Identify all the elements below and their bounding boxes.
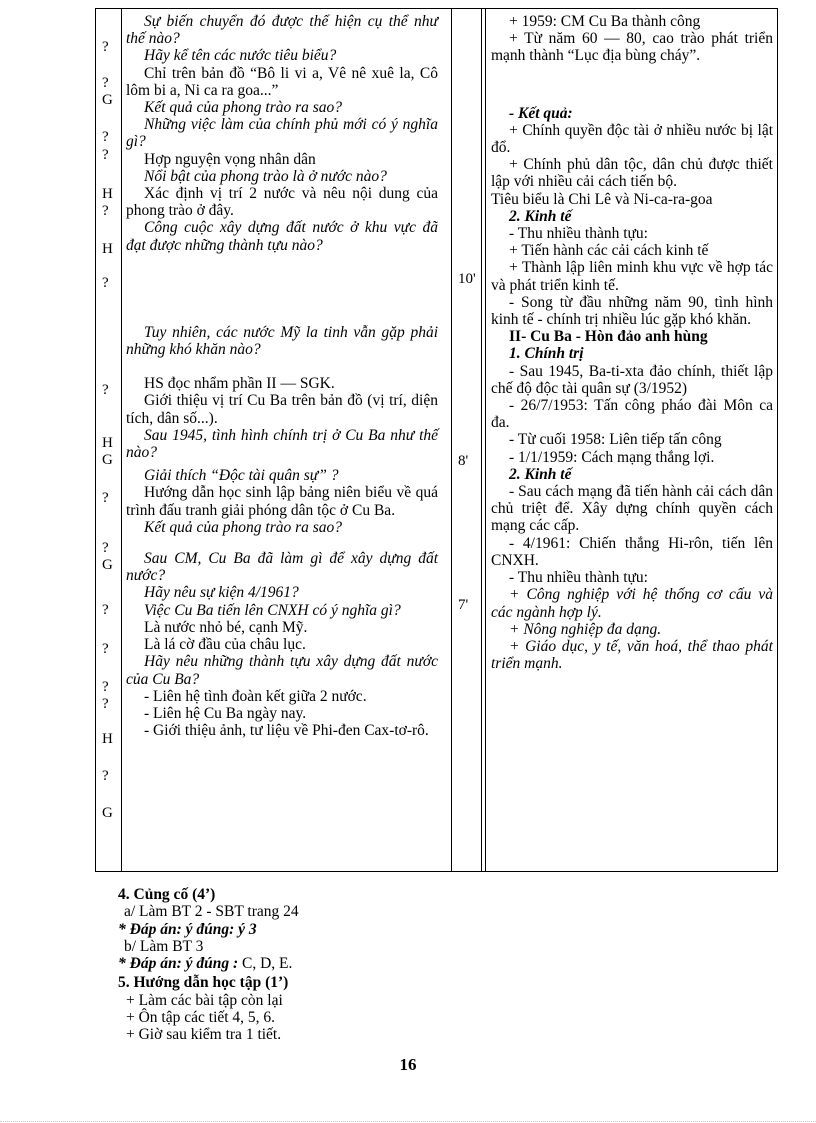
role-mark: H [102, 241, 113, 257]
instruction: Giới thiệu vị trí Cu Ba trên bản đồ (vị trí, diện tích, dân số...). [126, 392, 438, 427]
page-number: 16 [399, 1055, 417, 1074]
content-line: - Sau 1945, Ba-ti-xta đảo chính, thiết lập chế độ độc tài quân sự (3/1952) [491, 362, 773, 397]
question: Nổi bật của phong trào là ở nước nào? [144, 167, 387, 185]
guide-line: + Làm các bài tập còn lại [126, 991, 283, 1009]
content-heading: - Kết quả: [509, 104, 573, 122]
instruction: - Liên hệ Cu Ba ngày nay. [144, 704, 307, 722]
role-mark: ? [102, 39, 109, 55]
section-heading: II- Cu Ba - Hòn đảo anh hùng [509, 328, 708, 346]
content-line: + Giáo dục, y tế, văn hoá, thể thao phát triển mạnh. [491, 637, 773, 673]
content-line: + 1959: CM Cu Ba thành công [509, 13, 701, 30]
content-heading: 2. Kinh tế [509, 207, 572, 225]
content-line: - Từ cuối 1958: Liên tiếp tấn công [509, 431, 722, 449]
question: Việc Cu Ba tiến lên CNXH có ý nghĩa gì? [144, 601, 401, 619]
role-mark: H [102, 731, 113, 747]
lesson-content-column [485, 9, 777, 871]
question: Kết quả của phong trào ra sao? [144, 99, 343, 117]
time-value: 10' [458, 271, 476, 287]
role-mark: G [102, 452, 113, 468]
question: Sự biến chuyển đó được thể hiện cụ thể như thế nào? [126, 13, 438, 48]
answer: Hợp nguyện vọng nhân dân [144, 150, 316, 168]
answer: Là lá cờ đầu của châu lục. [144, 636, 306, 654]
content-line: + Chính quyền độc tài ở nhiều nước bị lật đổ. [491, 121, 773, 157]
answer-line [118, 955, 518, 972]
column-divider [481, 9, 482, 871]
content-heading: 2. Kinh tế [509, 465, 572, 483]
content-line: + Chính phủ dân tộc, dân chủ được thiết lập với nhiều cải cách tiến bộ. [491, 156, 773, 191]
content-line: + Thành lập liên minh khu vực về hợp tác và phát triển kinh tế. [491, 259, 773, 294]
role-mark: H [102, 435, 113, 451]
teacher-activity-column [121, 9, 443, 871]
role-mark: ? [102, 490, 109, 506]
instruction: - Liên hệ tình đoàn kết giữa 2 nước. [144, 687, 367, 705]
role-mark: H [102, 186, 113, 202]
instruction: Hướng dẫn học sinh lập bảng niên biểu về quá trình đấu tranh giải phóng dân tộc ở Cu Ba. [126, 484, 438, 519]
instruction: Xác định vị trí 2 nước và nêu nội dung của phong trào ở đây. [126, 185, 438, 220]
question: Tuy nhiên, các nước Mỹ la tinh vẫn gặp phải những khó khăn nào? [126, 323, 438, 359]
content-line: + Công nghiệp với hệ thống cơ cấu và các ngành hợp lý. [491, 586, 773, 621]
instruction: Chỉ trên bản đồ “Bô li vi a, Vê nê xuê la, Cô lôm bi a, Ni ca ra goa...” [126, 64, 438, 99]
question: Sau 1945, tình hình chính trị ở Cu Ba như thế nào? [126, 426, 438, 462]
guide-line: + Ôn tập các tiết 4, 5, 6. [126, 1009, 276, 1027]
role-mark: ? [102, 696, 109, 712]
content-heading: 1. Chính trị [509, 345, 584, 363]
role-mark: ? [102, 129, 109, 145]
question: Hãy nêu những thành tựu xây dựng đất nước của Cu Ba? [126, 653, 438, 688]
content-line: - Sau cách mạng đã tiến hành cải cách dân chủ triệt để. Xây dựng chính quyền cách mạng các cấp. [491, 483, 773, 535]
role-mark: G [102, 92, 113, 108]
exercise-line: a/ Làm BT 2 - SBT trang 24 [124, 903, 299, 921]
question: Sau CM, Cu Ba đã làm gì để xây dựng đất nước? [126, 550, 438, 585]
content-line: + Tiến hành các cải cách kinh tế [509, 242, 709, 260]
question: Hãy nêu sự kiện 4/1961? [144, 584, 299, 602]
role-mark: ? [102, 75, 109, 91]
content-line: + Nông nghiệp đa dạng. [509, 620, 662, 638]
role-mark: G [102, 557, 113, 573]
role-mark: ? [102, 147, 109, 163]
guide-line: + Giờ sau kiểm tra 1 tiết. [126, 1026, 282, 1044]
role-mark: ? [102, 540, 109, 556]
role-mark: ? [102, 275, 109, 291]
question: Kết quả của phong trào ra sao? [144, 518, 343, 536]
content-line: - 1/1/1959: Cách mạng thắng lợi. [509, 448, 715, 466]
role-mark: ? [102, 203, 109, 219]
question: Hãy kể tên các nước tiêu biểu? [144, 47, 337, 65]
answer: Là nước nhỏ bé, cạnh Mỹ. [144, 618, 308, 636]
role-mark: G [102, 805, 113, 821]
question: Giải thích “Độc tài quân sự” ? [144, 467, 339, 485]
role-mark: ? [102, 382, 109, 398]
content-line: - Thu nhiều thành tựu: [509, 225, 648, 243]
lesson-table [95, 8, 778, 872]
instruction: HS đọc nhẩm phần II — SGK. [144, 375, 335, 393]
page-edge-divider [0, 1121, 816, 1122]
answer-label: * Đáp án: ý đúng : [118, 955, 239, 973]
question: Công cuộc xây dựng đất nước ở khu vực đã đạt được những thành tựu nào? [126, 219, 438, 254]
role-marks-column [96, 9, 121, 871]
exercise-line: b/ Làm BT 3 [124, 937, 204, 955]
section-4-heading: 4. Củng cố (4’) [118, 886, 216, 903]
instruction: - Giới thiệu ảnh, tư liệu về Phi-đen Cax-tơ-rô. [144, 722, 429, 740]
role-mark: ? [102, 641, 109, 657]
content-line: - 4/1961: Chiến thắng Hi-rôn, tiến lên CNXH. [491, 534, 773, 569]
answer-line: * Đáp án: ý đúng: ý 3 [118, 920, 257, 938]
time-value: 8' [458, 453, 469, 469]
content-line: + Từ năm 60 — 80, cao trào phát triển mạnh thành “Lục địa bùng cháy”. [491, 30, 773, 65]
content-line: - Song từ đầu những năm 90, tình hình kinh tế - chính trị nhiều lúc gặp khó khăn. [491, 293, 773, 329]
section-5-heading: 5. Hướng dẫn học tập (1’) [118, 974, 289, 992]
answer-value: C, D, E. [238, 955, 293, 973]
role-mark: ? [102, 679, 109, 695]
role-mark: ? [102, 768, 109, 784]
question: Những việc làm của chính phủ mới có ý nghĩa gì? [126, 116, 438, 151]
role-mark: ? [102, 602, 109, 618]
content-line: - Thu nhiều thành tựu: [509, 569, 648, 587]
content-line: - 26/7/1953: Tấn công pháo đài Môn ca đa. [491, 397, 773, 432]
lesson-footer [118, 886, 518, 1044]
content-line: Tiêu biểu là Chi Lê và Ni-ca-ra-goa [491, 190, 713, 208]
time-column [451, 9, 481, 871]
time-value: 7' [458, 597, 469, 613]
